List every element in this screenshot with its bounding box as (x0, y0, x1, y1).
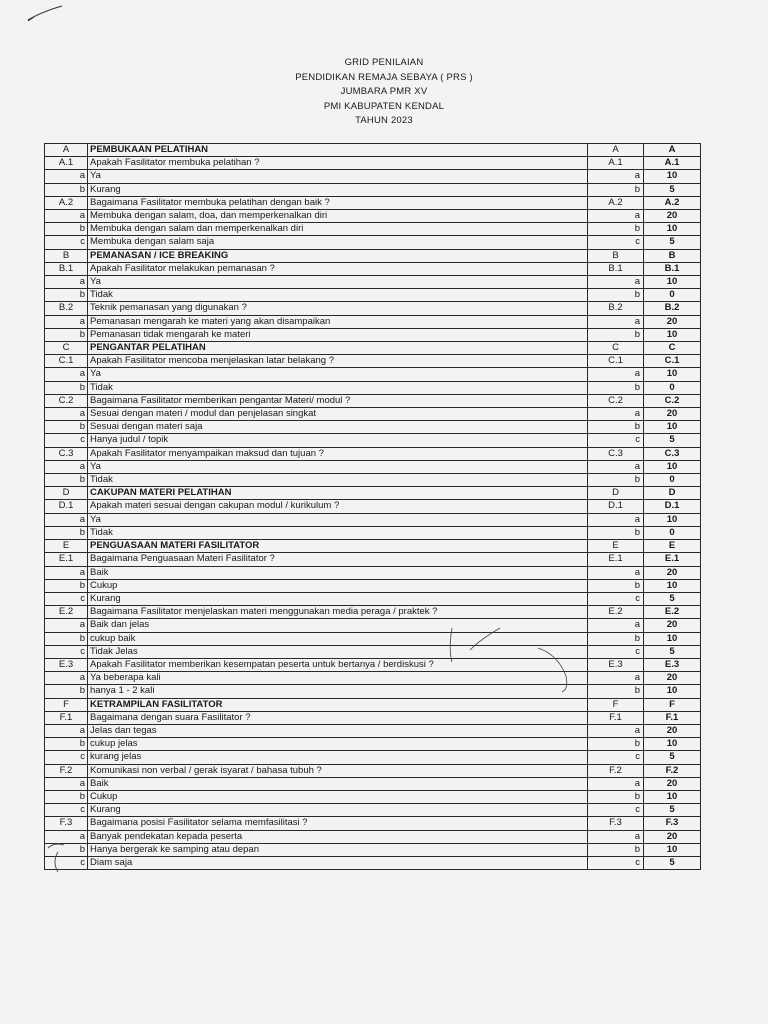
option-text: Baik (88, 566, 588, 579)
option-text: Tidak (88, 381, 588, 394)
question-text: Bagaimana Fasilitator menjelaskan materi menggunakan media peraga / praktek ? (88, 606, 588, 619)
row-code: b (45, 738, 88, 751)
row-score: F.2 (644, 764, 701, 777)
row-score: 20 (644, 777, 701, 790)
row-code: E (45, 540, 88, 553)
row-code-reference: a (588, 777, 644, 790)
row-score: B.2 (644, 302, 701, 315)
row-score: 20 (644, 830, 701, 843)
option-text: cukup baik (88, 632, 588, 645)
row-code-reference: a (588, 830, 644, 843)
option-row (45, 434, 701, 447)
option-text: Baik dan jelas (88, 619, 588, 632)
row-code: c (45, 751, 88, 764)
row-code: b (45, 183, 88, 196)
document-header (0, 56, 768, 129)
row-code: a (45, 315, 88, 328)
row-score: D.1 (644, 500, 701, 513)
row-code-reference: b (588, 843, 644, 856)
row-code-reference: B.1 (588, 262, 644, 275)
row-code-reference: a (588, 368, 644, 381)
question-row (45, 196, 701, 209)
option-row (45, 513, 701, 526)
option-text: Ya beberapa kali (88, 672, 588, 685)
row-score: 5 (644, 645, 701, 658)
question-row (45, 157, 701, 170)
option-row (45, 421, 701, 434)
row-code-reference: C.3 (588, 447, 644, 460)
option-row (45, 579, 701, 592)
section-title: CAKUPAN MATERI PELATIHAN (88, 487, 588, 500)
option-row (45, 751, 701, 764)
row-code: E.2 (45, 606, 88, 619)
option-text: Baik (88, 777, 588, 790)
row-score: A (644, 144, 701, 157)
row-score: 10 (644, 843, 701, 856)
question-row (45, 711, 701, 724)
option-text: Hanya judul / topik (88, 434, 588, 447)
section-title: PEMBUKAAN PELATIHAN (88, 144, 588, 157)
option-text: Ya (88, 368, 588, 381)
row-code: E.1 (45, 553, 88, 566)
row-score: 10 (644, 460, 701, 473)
row-code: b (45, 843, 88, 856)
option-row (45, 790, 701, 803)
option-row (45, 592, 701, 605)
question-text: Teknik pemanasan yang digunakan ? (88, 302, 588, 315)
option-row (45, 777, 701, 790)
option-text: Sesuai dengan materi / modul dan penjelasan singkat (88, 408, 588, 421)
row-code-reference: E.2 (588, 606, 644, 619)
option-text: Kurang (88, 183, 588, 196)
header-organization: PMI KABUPATEN KENDAL (323, 100, 445, 112)
row-score: 20 (644, 408, 701, 421)
row-code: b (45, 328, 88, 341)
question-text: Apakah Fasilitator melakukan pemanasan ? (88, 262, 588, 275)
option-text: Diam saja (88, 856, 588, 869)
question-row (45, 394, 701, 407)
row-score: C.2 (644, 394, 701, 407)
option-row (45, 408, 701, 421)
row-code: b (45, 421, 88, 434)
option-row (45, 632, 701, 645)
row-code-reference: F.3 (588, 817, 644, 830)
row-code: b (45, 526, 88, 539)
assessment-grid-body (45, 144, 701, 870)
row-code: c (45, 236, 88, 249)
option-text: Cukup (88, 579, 588, 592)
row-code: E.3 (45, 658, 88, 671)
option-text: Banyak pendekatan kepada peserta (88, 830, 588, 843)
option-text: Hanya bergerak ke samping atau depan (88, 843, 588, 856)
row-code-reference: a (588, 170, 644, 183)
option-row (45, 315, 701, 328)
row-score: 5 (644, 183, 701, 196)
row-score: F.1 (644, 711, 701, 724)
row-score: E.1 (644, 553, 701, 566)
row-code-reference: F (588, 698, 644, 711)
option-row (45, 460, 701, 473)
row-code-reference: b (588, 183, 644, 196)
question-text: Apakah Fasilitator memberikan kesempatan peserta untuk bertanya / berdiskusi ? (88, 658, 588, 671)
header-title: GRID PENILAIAN (344, 57, 424, 68)
row-score: E (644, 540, 701, 553)
row-code: a (45, 777, 88, 790)
option-row (45, 526, 701, 539)
row-code: b (45, 790, 88, 803)
row-code-reference: b (588, 738, 644, 751)
row-code-reference: a (588, 315, 644, 328)
row-code-reference: A (588, 144, 644, 157)
row-code: a (45, 619, 88, 632)
question-text: Bagaimana Fasilitator membuka pelatihan dengan baik ? (88, 196, 588, 209)
question-text: Bagaimana dengan suara Fasilitator ? (88, 711, 588, 724)
row-code-reference: a (588, 408, 644, 421)
row-score: F.3 (644, 817, 701, 830)
question-text: Bagaimana Penguasaan Materi Fasilitator ? (88, 553, 588, 566)
row-code-reference: E (588, 540, 644, 553)
row-code: b (45, 223, 88, 236)
row-code: C.2 (45, 394, 88, 407)
row-code-reference: D.1 (588, 500, 644, 513)
row-score: 10 (644, 223, 701, 236)
option-row (45, 738, 701, 751)
question-text: Komunikasi non verbal / gerak isyarat / bahasa tubuh ? (88, 764, 588, 777)
row-score: 20 (644, 566, 701, 579)
question-row (45, 817, 701, 830)
row-code: a (45, 513, 88, 526)
row-code-reference: b (588, 381, 644, 394)
option-text: Ya (88, 513, 588, 526)
row-score: 5 (644, 804, 701, 817)
option-text: Membuka dengan salam saja (88, 236, 588, 249)
row-code: a (45, 724, 88, 737)
row-code: a (45, 276, 88, 289)
question-text: Bagaimana posisi Fasilitator selama memfasilitasi ? (88, 817, 588, 830)
option-text: Tidak (88, 526, 588, 539)
question-row (45, 658, 701, 671)
row-code: c (45, 645, 88, 658)
option-text: Tidak (88, 474, 588, 487)
row-score: 0 (644, 474, 701, 487)
row-code-reference: A.1 (588, 157, 644, 170)
row-code: B.1 (45, 262, 88, 275)
row-score: 10 (644, 421, 701, 434)
option-row (45, 843, 701, 856)
row-score: 10 (644, 368, 701, 381)
row-code: F.1 (45, 711, 88, 724)
row-code: a (45, 460, 88, 473)
question-text: Bagaimana Fasilitator memberikan pengantar Materi/ modul ? (88, 394, 588, 407)
option-row (45, 328, 701, 341)
row-code: a (45, 170, 88, 183)
row-code: B.2 (45, 302, 88, 315)
row-code-reference: C.1 (588, 355, 644, 368)
row-code: C.1 (45, 355, 88, 368)
row-code-reference: b (588, 685, 644, 698)
option-text: Membuka dengan salam dan memperkenalkan diri (88, 223, 588, 236)
row-code: a (45, 830, 88, 843)
option-row (45, 685, 701, 698)
row-code: F.2 (45, 764, 88, 777)
option-text: Kurang (88, 804, 588, 817)
row-code: A.1 (45, 157, 88, 170)
row-score: E.3 (644, 658, 701, 671)
section-title: KETRAMPILAN FASILITATOR (88, 698, 588, 711)
option-text: Tidak Jelas (88, 645, 588, 658)
row-code-reference: b (588, 632, 644, 645)
row-code: b (45, 579, 88, 592)
row-code-reference: c (588, 592, 644, 605)
option-row (45, 368, 701, 381)
row-score: 10 (644, 685, 701, 698)
row-code-reference: a (588, 276, 644, 289)
row-score: E.2 (644, 606, 701, 619)
row-code-reference: b (588, 223, 644, 236)
row-score: 20 (644, 210, 701, 223)
row-code: a (45, 210, 88, 223)
section-row (45, 342, 701, 355)
row-code-reference: B (588, 249, 644, 262)
option-row (45, 276, 701, 289)
row-score: C (644, 342, 701, 355)
row-code: C (45, 342, 88, 355)
row-code-reference: A.2 (588, 196, 644, 209)
row-code: a (45, 566, 88, 579)
header-event: JUMBARA PMR XV (340, 86, 428, 98)
question-row (45, 553, 701, 566)
row-score: 5 (644, 856, 701, 869)
row-code: b (45, 632, 88, 645)
option-row (45, 381, 701, 394)
section-row (45, 249, 701, 262)
row-code-reference: b (588, 579, 644, 592)
row-code: C.3 (45, 447, 88, 460)
option-text: Cukup (88, 790, 588, 803)
row-code: c (45, 434, 88, 447)
option-text: Sesuai dengan materi saja (88, 421, 588, 434)
option-row (45, 223, 701, 236)
question-row (45, 606, 701, 619)
row-score: 20 (644, 619, 701, 632)
row-code-reference: F.1 (588, 711, 644, 724)
row-score: F (644, 698, 701, 711)
question-text: Apakah Fasilitator menyampaikan maksud dan tujuan ? (88, 447, 588, 460)
question-row (45, 302, 701, 315)
section-row (45, 144, 701, 157)
row-score: 10 (644, 513, 701, 526)
row-score: 10 (644, 738, 701, 751)
option-text: Pemanasan tidak mengarah ke materi (88, 328, 588, 341)
row-code-reference: b (588, 289, 644, 302)
option-row (45, 236, 701, 249)
row-score: B (644, 249, 701, 262)
option-row (45, 210, 701, 223)
section-row (45, 540, 701, 553)
row-score: D (644, 487, 701, 500)
row-code-reference: c (588, 645, 644, 658)
option-text: Kurang (88, 592, 588, 605)
row-code: B (45, 249, 88, 262)
question-row (45, 447, 701, 460)
row-score: C.3 (644, 447, 701, 460)
row-score: 20 (644, 315, 701, 328)
option-row (45, 830, 701, 843)
option-row (45, 672, 701, 685)
row-score: 0 (644, 289, 701, 302)
row-code-reference: c (588, 856, 644, 869)
row-score: 10 (644, 170, 701, 183)
row-code: a (45, 368, 88, 381)
option-text: Tidak (88, 289, 588, 302)
option-text: Ya (88, 276, 588, 289)
option-row (45, 724, 701, 737)
question-row (45, 262, 701, 275)
row-code: D (45, 487, 88, 500)
row-score: A.2 (644, 196, 701, 209)
row-score: 0 (644, 381, 701, 394)
row-code-reference: a (588, 210, 644, 223)
row-code: c (45, 856, 88, 869)
row-code: b (45, 381, 88, 394)
row-code-reference: c (588, 804, 644, 817)
row-code-reference: a (588, 724, 644, 737)
row-code-reference: c (588, 236, 644, 249)
row-code-reference: b (588, 421, 644, 434)
option-text: Ya (88, 460, 588, 473)
question-text: Apakah Fasilitator mencoba menjelaskan latar belakang ? (88, 355, 588, 368)
row-code-reference: b (588, 526, 644, 539)
row-code: b (45, 289, 88, 302)
row-score: 5 (644, 592, 701, 605)
question-row (45, 764, 701, 777)
row-code: b (45, 685, 88, 698)
option-row (45, 619, 701, 632)
row-score: 5 (644, 434, 701, 447)
row-score: 20 (644, 724, 701, 737)
row-code-reference: b (588, 328, 644, 341)
row-code: A (45, 144, 88, 157)
option-text: Pemanasan mengarah ke materi yang akan disampaikan (88, 315, 588, 328)
option-text: Membuka dengan salam, doa, dan memperkenalkan diri (88, 210, 588, 223)
row-code-reference: a (588, 513, 644, 526)
row-code: A.2 (45, 196, 88, 209)
row-code-reference: b (588, 790, 644, 803)
row-code-reference: a (588, 619, 644, 632)
row-code-reference: c (588, 751, 644, 764)
row-score: 10 (644, 579, 701, 592)
row-code-reference: C (588, 342, 644, 355)
header-subtitle: PENDIDIKAN REMAJA SEBAYA ( PRS ) (295, 71, 473, 83)
option-row (45, 289, 701, 302)
option-text: hanya 1 - 2 kali (88, 685, 588, 698)
row-code-reference: E.1 (588, 553, 644, 566)
option-text: cukup jelas (88, 738, 588, 751)
option-text: Jelas dan tegas (88, 724, 588, 737)
assessment-grid-table (44, 143, 701, 870)
row-score: A.1 (644, 157, 701, 170)
option-row (45, 474, 701, 487)
row-code-reference: a (588, 566, 644, 579)
section-row (45, 698, 701, 711)
row-code-reference: a (588, 672, 644, 685)
row-code: F (45, 698, 88, 711)
section-title: PENGANTAR PELATIHAN (88, 342, 588, 355)
option-row (45, 566, 701, 579)
row-code: c (45, 592, 88, 605)
option-text: kurang jelas (88, 751, 588, 764)
row-code: F.3 (45, 817, 88, 830)
question-row (45, 500, 701, 513)
row-score: 5 (644, 236, 701, 249)
row-score: 20 (644, 672, 701, 685)
row-score: 10 (644, 328, 701, 341)
option-row (45, 645, 701, 658)
row-code: c (45, 804, 88, 817)
question-text: Apakah Fasilitator membuka pelatihan ? (88, 157, 588, 170)
pen-scribble-mark (26, 4, 66, 24)
row-score: 10 (644, 790, 701, 803)
row-code-reference: C.2 (588, 394, 644, 407)
row-score: B.1 (644, 262, 701, 275)
row-code-reference: D (588, 487, 644, 500)
row-code: a (45, 672, 88, 685)
row-score: 0 (644, 526, 701, 539)
row-code-reference: F.2 (588, 764, 644, 777)
question-text: Apakah materi sesuai dengan cakupan modul / kurikulum ? (88, 500, 588, 513)
row-score: 10 (644, 276, 701, 289)
option-row (45, 856, 701, 869)
option-row (45, 183, 701, 196)
row-score: 5 (644, 751, 701, 764)
row-score: 10 (644, 632, 701, 645)
question-row (45, 355, 701, 368)
row-code: D.1 (45, 500, 88, 513)
row-code: b (45, 474, 88, 487)
section-title: PEMANASAN / ICE BREAKING (88, 249, 588, 262)
row-code-reference: c (588, 434, 644, 447)
row-code-reference: b (588, 474, 644, 487)
header-year: TAHUN 2023 (355, 115, 413, 127)
row-code-reference: a (588, 460, 644, 473)
section-title: PENGUASAAN MATERI FASILITATOR (88, 540, 588, 553)
row-code-reference: B.2 (588, 302, 644, 315)
option-row (45, 170, 701, 183)
row-code: a (45, 408, 88, 421)
option-row (45, 804, 701, 817)
section-row (45, 487, 701, 500)
option-text: Ya (88, 170, 588, 183)
row-code-reference: E.3 (588, 658, 644, 671)
row-score: C.1 (644, 355, 701, 368)
